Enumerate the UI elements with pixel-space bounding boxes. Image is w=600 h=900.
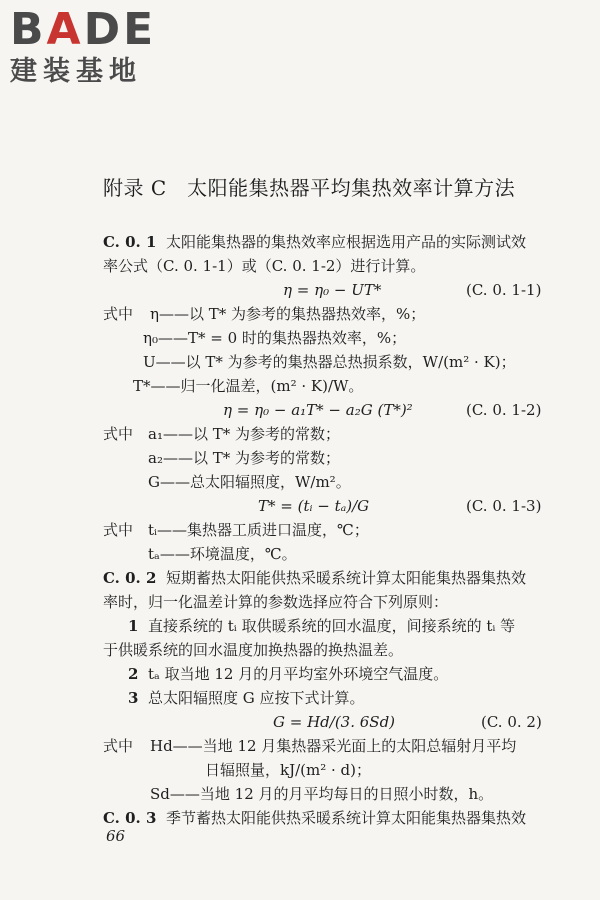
definition-a2: a₂——以 T* 为参考的常数； (148, 449, 340, 467)
equation-number-c011: (C. 0. 1-1) (466, 281, 542, 299)
definition-ta: tₐ——环境温度，℃。 (148, 545, 297, 563)
section-number: C. 0. 1 (103, 233, 157, 251)
section-c01-line2: 率公式（C. 0. 1-1）或（C. 0. 1-2）进行计算。 (103, 257, 426, 275)
definition-ti: tᵢ——集热器工质进口温度，℃； (148, 521, 369, 539)
equation-number-c02: (C. 0. 2) (481, 713, 542, 731)
equation-number-c013: (C. 0. 1-3) (466, 497, 542, 515)
logo-brand-prefix: B (10, 4, 47, 55)
equation-c012: η = η₀ − a₁T* − a₂G (T*)² (223, 401, 413, 419)
list-text: 总太阳辐照度 G 应按下式计算。 (147, 689, 365, 707)
list-text: tₐ 取当地 12 月的月平均室外环境空气温度。 (147, 665, 449, 683)
paragraph-text: 短期蓄热太阳能供热采暖系统计算太阳能集热器集热效 (165, 569, 526, 587)
definition-tstar: T*——归一化温差，(m² · K)/W。 (133, 377, 364, 395)
equation-c013: T* = (tᵢ − tₐ)/G (258, 497, 370, 515)
section-number: C. 0. 2 (103, 569, 157, 587)
paragraph-text: 太阳能集热器的集热效率应根据选用产品的实际测试效 (165, 233, 526, 251)
list-item-2 (128, 664, 448, 684)
definition-a1: a₁——以 T* 为参考的常数； (148, 425, 340, 443)
definition-eta: η——以 T* 为参考的集热器热效率，%； (150, 305, 426, 323)
section-c02-line1 (103, 568, 526, 588)
definition-hd: Hd——当地 12 月集热器采光面上的太阳总辐射月平均 (150, 737, 517, 755)
page-title: 附录 C 太阳能集热器平均集热效率计算方法 (103, 176, 516, 200)
logo (10, 6, 156, 88)
list-item-3 (128, 688, 365, 708)
logo-brand-accent: A (46, 4, 84, 55)
logo-brand-suffix: DE (83, 4, 157, 55)
section-c03-line1 (103, 808, 526, 828)
logo-brand (10, 6, 156, 54)
where-label: 式中 (103, 305, 134, 323)
definition-g: G——总太阳辐照度，W/m²。 (148, 473, 351, 491)
paragraph-text: 季节蓄热太阳能供热采暖系统计算太阳能集热器集热效 (165, 809, 526, 827)
section-c02-line2: 率时，归一化温差计算的参数选择应符合下列原则： (103, 593, 449, 611)
definition-u: U——以 T* 为参考的集热器总热损系数，W/(m² · K)； (143, 353, 516, 371)
where-label: 式中 (103, 737, 134, 755)
equation-number-c012: (C. 0. 1-2) (466, 401, 542, 419)
logo-subtitle: 建装基地 (10, 56, 142, 87)
list-number: 3 (128, 689, 139, 707)
equation-c02: G = Hd/(3. 6Sd) (273, 713, 396, 731)
where-label: 式中 (103, 425, 134, 443)
list-number: 1 (128, 617, 139, 635)
section-number: C. 0. 3 (103, 809, 157, 827)
definition-sd: Sd——当地 12 月的月平均每日的日照小时数，h。 (150, 785, 494, 803)
equation-c011: η = η₀ − UT* (283, 281, 382, 299)
section-c01-line1 (103, 232, 526, 252)
definition-hd-continued: 日辐照量，kJ/(m² · d)； (205, 761, 372, 779)
where-label: 式中 (103, 521, 134, 539)
list-item-1 (128, 616, 515, 636)
page-number: 66 (106, 827, 126, 845)
list-item-1-continued: 于供暖系统的回水温度加换热器的换热温差。 (103, 641, 404, 659)
definition-eta0: η₀——T* = 0 时的集热器热效率，%； (143, 329, 407, 347)
list-text: 直接系统的 tᵢ 取供暖系统的回水温度，间接系统的 tᵢ 等 (147, 617, 516, 635)
list-number: 2 (128, 665, 139, 683)
